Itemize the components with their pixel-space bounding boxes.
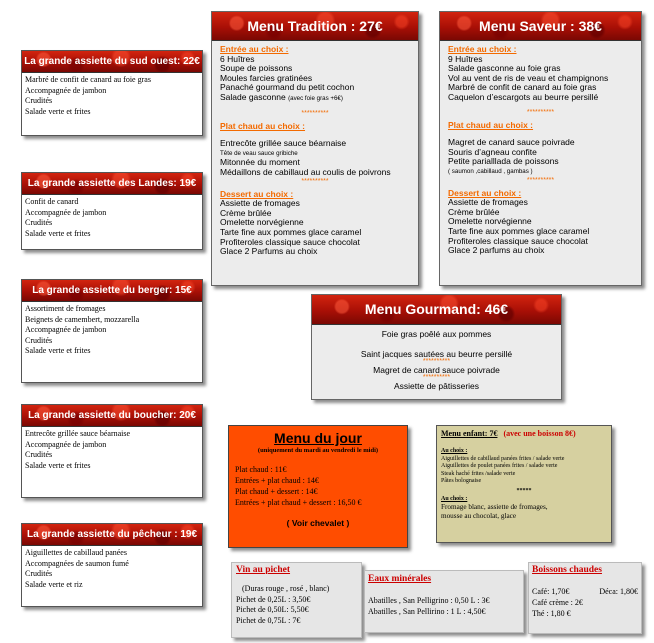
list-item: Thé : 1,80 € [532, 609, 571, 618]
list-item: Accompagnée de jambon [25, 85, 107, 95]
list-item: 9 Huîtres [448, 53, 483, 64]
list-item: Accompagnée de jambon [25, 207, 107, 217]
menu-title: Menu enfant: 7€ [441, 429, 498, 438]
assiette-boucher [21, 404, 203, 498]
list-item: Crudités [25, 96, 53, 105]
section-label: Dessert au choix : [448, 187, 522, 198]
list-item: Mitonnée du moment [220, 157, 300, 168]
box-title: Eaux minérales [368, 574, 432, 584]
section-label: Dessert au choix : [220, 188, 294, 199]
menu-title: Menu du jour [274, 430, 362, 446]
list-item: Plat chaud : 11€ [235, 465, 287, 474]
list-item: Plat chaud + dessert : 14€ [235, 487, 318, 496]
list-item: Crudités [25, 335, 53, 345]
list-item: Accompagnée de jambon [25, 325, 107, 334]
list-item: Petite parialllada de poissons [448, 156, 559, 167]
list-item: Magret de canard sauce poivrade [373, 365, 500, 375]
list-item: Salade gasconne au foie gras [448, 63, 561, 74]
list-item: Panaché gourmand du petit cochon [220, 82, 355, 93]
menu-du-jour [228, 425, 408, 548]
list-item: 6 Huîtres [220, 53, 255, 64]
menu-saveur [439, 11, 642, 286]
list-item: Caquelon d’escargots au beurre persillé [448, 91, 599, 102]
menu-title: Menu Tradition : 27€ [212, 12, 418, 41]
box-title: Vin au pichet [236, 565, 291, 575]
menu-title: Menu Saveur : 38€ [440, 12, 641, 41]
assiette-title: La grande assiette des Landes: 19€ [22, 173, 202, 195]
list-item: Pichet de 0,25L : 3,50€ [236, 594, 311, 604]
list-item: Omelette norvégienne [448, 216, 532, 227]
list-item: Saint jacques sautées au beurre persillé [360, 349, 513, 359]
list-item: Aiguillettes de cabillaud panées frites / salade verte [441, 455, 565, 462]
separator: ********** [526, 108, 555, 116]
list-item: Assortiment de fromages [25, 304, 106, 313]
list-item: Pichet de 0,50L: 5,50€ [236, 605, 309, 614]
assiette-title: La grande assiette du pêcheur : 19€ [22, 524, 202, 546]
list-item: Profiteroles classique sauce chocolat [220, 236, 360, 247]
boissons-chaudes [528, 562, 642, 634]
list-item: Salade verte et riz [25, 579, 83, 589]
separator: ********** [301, 177, 329, 185]
list-item: Crudités [25, 450, 53, 459]
list-item: (Duras rouge , rosé , blanc) [242, 584, 330, 593]
list-item: mousse au chocolat, glace [441, 512, 517, 521]
separator: ********** [526, 176, 555, 184]
list-item: Assiette de pâtisseries [393, 381, 480, 391]
list-item: Beignets de camembert, mozzarella [25, 314, 140, 324]
list-item: Entrecôte grillée sauce béarnaise [220, 138, 347, 149]
menu-subtitle: (avec une boisson 8€) [503, 429, 576, 438]
list-item: Pichet de 0,75L : 7€ [236, 615, 301, 625]
assiette-pecheur [21, 523, 203, 607]
list-item: Magret de canard sauce poivrade [448, 137, 575, 148]
separator: ********** [422, 358, 451, 365]
list-item: Abatilles , San Pellirino : 1 L : 4,50€ [368, 607, 486, 616]
list-item: Profiteroles classique sauce chocolat [448, 235, 588, 246]
eaux-minerales [364, 570, 524, 633]
list-item: Tarte fine aux pommes glace caramel [220, 226, 362, 237]
menu-footer: ( Voir chevalet ) [286, 518, 350, 528]
list-item: Crudités [25, 218, 53, 227]
list-item: Omelette norvégienne [220, 217, 304, 228]
list-item: Fromage blanc, assiette de fromages, [441, 503, 548, 512]
list-item: Crème brûlée [448, 206, 500, 217]
list-item: Vol au vent de ris de veau et champignons [448, 72, 609, 83]
list-item: Salade verte et frites [25, 460, 91, 470]
list-item: Aiguillettes de poulet panées frites / salade verte [441, 463, 558, 470]
separator: ********** [301, 109, 329, 117]
menu-enfant [436, 425, 612, 543]
list-item: Moules farcies gratinées [220, 72, 313, 83]
separator: ***** [516, 487, 532, 494]
list-item [532, 586, 638, 597]
assiette-berger [21, 279, 203, 383]
list-item [220, 93, 410, 104]
list-item: Glace 2 Parfums au choix [220, 246, 318, 257]
assiette-title: La grande assiette du sud ouest: 22€ [22, 51, 202, 73]
section-label: Entrée au choix : [220, 44, 289, 54]
section-label: Au choix : [441, 495, 468, 502]
list-item: Glace 2 parfums au choix [448, 245, 545, 256]
item-text: Café: 1,70€ [532, 587, 570, 596]
list-item: Assiette de fromages [220, 198, 300, 209]
box-title: Boissons chaudes [532, 565, 602, 575]
menu-title: Menu Gourmand: 46€ [312, 295, 561, 325]
menu-subtitle: (uniquement du mardi au vendredi le midi) [257, 447, 379, 454]
assiette-title: La grande assiette du boucher: 20€ [22, 405, 202, 427]
assiette-title: La grande assiette du berger: 15€ [22, 280, 202, 302]
list-item: Accompagnée de jambon [25, 439, 107, 449]
menu-gourmand [311, 294, 562, 400]
list-item: Foie gras poêlé aux pommes [381, 329, 492, 339]
list-item: Salade verte et frites [25, 228, 91, 238]
section-label: Plat chaud au choix : [448, 119, 534, 130]
item-text: Déca: 1,80€ [599, 587, 638, 596]
item-note: (avec foie gras +6€) [288, 94, 343, 102]
list-item: Crudités [25, 569, 53, 578]
list-item: Salade verte et frites [25, 346, 91, 355]
item-text: Salade gasconne [220, 91, 286, 102]
section-label: Entrée au choix : [448, 44, 517, 54]
list-item: Café crème : 2€ [532, 598, 583, 607]
list-item: Steak haché frites /salade verte [441, 470, 516, 477]
list-item: ( saumon ,cabillaud , gambas ) [448, 167, 533, 175]
list-item: Soupe de poissons [220, 63, 293, 74]
list-item: Crème brûlée [220, 207, 272, 218]
list-item: Aiguillettes de cabillaud panées [25, 548, 127, 557]
list-item: Médaillons de cabillaud au coulis de poivrons [220, 166, 391, 177]
vin-au-pichet [231, 562, 362, 638]
assiette-landes [21, 172, 203, 250]
list-item: Confit de canard [25, 197, 79, 206]
separator: ********** [422, 374, 451, 381]
list-item: Entrées + plat chaud : 14€ [235, 476, 319, 485]
list-item: Entrecôte grillée sauce béarnaise [25, 429, 131, 438]
list-item: Salade verte et frites [25, 106, 91, 116]
section-label: Au choix : [441, 448, 468, 454]
list-item: Entrées + plat chaud + dessert : 16,50 € [235, 498, 362, 507]
list-item: Marbré de confit de canard au foie gras [25, 75, 151, 84]
section-label: Plat chaud au choix : [220, 120, 306, 131]
list-item: Souris d’agneau confite [448, 146, 537, 157]
list-item: Pâtes bolognaise [441, 478, 482, 485]
list-item: Accompagnées de saumon fumé [25, 558, 129, 568]
list-item: Assiette de fromages [448, 197, 528, 208]
list-item: Tête de veau sauce gribiche [220, 149, 298, 157]
menu-tradition [211, 11, 419, 286]
list-item: Abatilles , San Pelligrino : 0,50 L : 3€ [368, 596, 490, 605]
list-item: Marbré de confit de canard au foie gras [448, 82, 597, 93]
list-item: Tarte fine aux pommes glace caramel [448, 225, 590, 236]
assiette-sud-ouest [21, 50, 203, 136]
